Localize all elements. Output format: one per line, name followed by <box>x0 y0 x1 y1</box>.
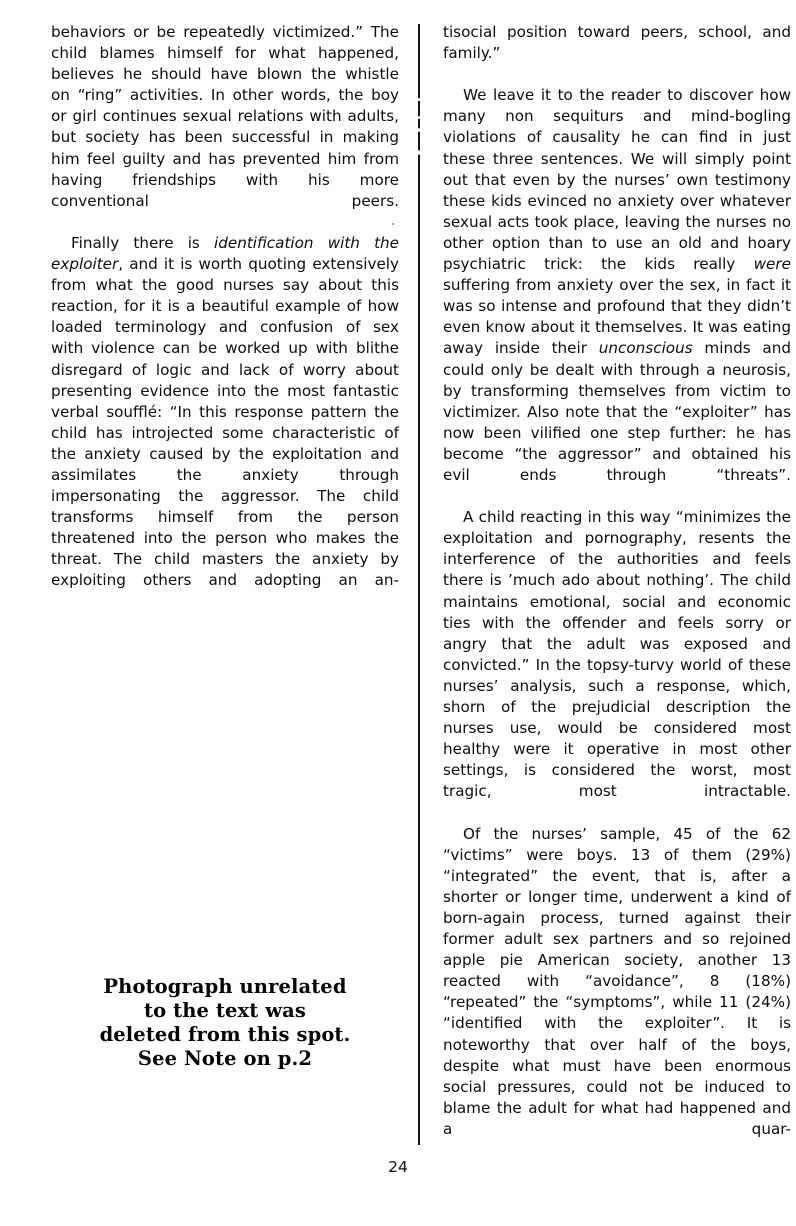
page-number: 24 <box>388 1158 408 1176</box>
column-divider-rule <box>418 24 420 1145</box>
paragraph: A child reacting in this way “minimizes the exploitation and pornography, resents the interference of the authorities and feels there is ’much ado about nothing’. The child maintains emotional, social and economic ties with the offender and feels sorry or angry that the adult was exposed and convicted.” In the topsy-turvy world of these nurses’ analysis, such a response, which, shorn of the prejudicial description the nurses use, would be considered most healthy were it operative in most other settings, is considered the worst, most tragic, most intractable. <box>443 508 791 801</box>
paragraph: behaviors or be repeatedly victimized.” The child blames himself for what happened, believes he should have blown the whistle on “ring” activities. In other words, the boy or girl continues sexual relations with adults, but society has been successful in making him feel guilty and has prevented him from having friendships with his more conventional peers. <box>51 23 399 210</box>
scan-speck <box>392 223 394 225</box>
scan-speck <box>418 98 420 101</box>
paragraph: tisocial position toward peers, school, and family.” <box>443 23 791 63</box>
scan-speck <box>418 150 420 155</box>
scan-speck <box>418 116 420 119</box>
note-line: See Note on p.2 <box>137 1047 313 1070</box>
photo-removed-note <box>51 975 399 1071</box>
note-line: to the text was <box>144 999 306 1022</box>
text-column-left <box>51 22 399 613</box>
text-column-right <box>443 22 791 1161</box>
paragraph: Of the nurses’ sample, 45 of the 62 “victims” were boys. 13 of them (29%) “integrated” the event, that is, after a shorter or longer time, underwent a kind of born-again process, turned against their former adult sex partners and so rejoined apple pie American society, another 13 reacted with “avoidance”, 8 (18%) “repeated” the “symptoms”, while 11 (24%) “identified with the exploiter”. It is noteworthy that over half of the boys, despite what must have been enormous social pressures, could not be induced to blame the adult for what had happened and a quar- <box>443 824 791 1138</box>
note-line: deleted from this spot. <box>99 1023 351 1046</box>
note-line: Photograph unrelated <box>103 975 347 998</box>
paragraph: We leave it to the reader to discover how many non sequiturs and mind-bogling violations of causality he can find in just these three sentences. We will simply point out that even by the nurses’ own testimony these kids evinced no anxiety over whatever sexual acts took place, leaving the nurses no other option than to use an old and hoary psychiatric trick: the kids really were suffering from anxiety over the sex, in fact it was so intense and profound that they didn’t even know about it themselves. It was eating away inside their unconscious minds and could only be dealt with through a neurosis, by transforming themselves from victim to victimizer. Also note that the “exploiter” has now been vilified one step further: he has become “the aggressor” and obtained his evil ends through “threats”. <box>443 86 791 484</box>
scan-speck <box>418 128 420 132</box>
paragraph: Finally there is identification with the exploiter, and it is worth quoting extensively from what the good nurses say about this reaction, for it is a beautiful example of how loaded terminology and confusion of sex with violence can be worked up with blithe disregard of logic and lack of worry about presenting evidence into the most fantastic verbal soufflé: “In this response pattern the child has introjected some characteristic of the anxiety caused by the exploitation and assimilates the anxiety through impersonating the aggressor. The child transforms himself from the person threatened into the person who makes the threat. The child masters the anxiety by exploiting others and adopting an an- <box>51 233 399 590</box>
